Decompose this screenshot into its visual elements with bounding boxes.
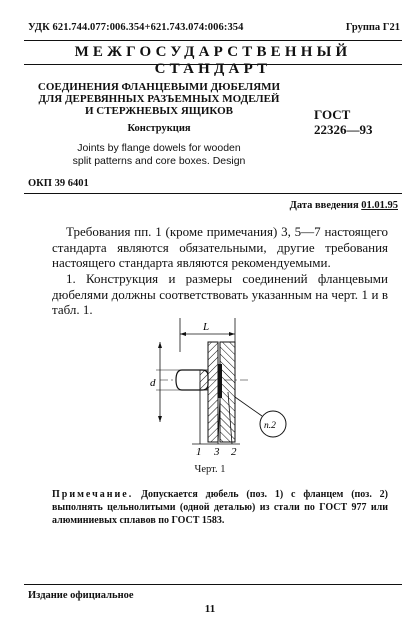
pos1-label: 1 <box>196 446 202 458</box>
dim-l-label: L <box>203 321 210 333</box>
note-text: Допускается дюбель (поз. 1) с фланцем (поз. 2) выполнять цельнолитыми (одной деталью) из стали по ГОСТ 977 или алюминиевых сплавов по ГОСТ 1583. <box>52 489 389 526</box>
callout-label: п.2 <box>264 421 276 431</box>
english-title-line-2: split patterns and core boxes. Design <box>72 155 246 167</box>
plate-right <box>220 342 235 442</box>
dim-d-arrow-top <box>158 342 162 348</box>
official-edition: Издание официальное <box>28 590 134 601</box>
english-title <box>24 142 294 168</box>
footer-rule <box>24 584 402 585</box>
title-line-3: И СТЕРЖНЕВЫХ ЯЩИКОВ <box>84 105 234 117</box>
note <box>52 488 388 527</box>
intro-date-value: 01.01.95 <box>361 200 398 211</box>
banner-rule <box>24 64 402 65</box>
paragraph-construction: 1. Конструкция и размеры соединений фланцевыми дюбелями должны соответствовать указанным на черт. 1 и в табл. 1. <box>52 271 388 317</box>
gost-number: 22326—93 <box>314 122 373 137</box>
okp-code: ОКП 39 6401 <box>28 178 89 189</box>
intro-date-label: Дата введения <box>289 200 359 211</box>
udk-code: УДК 621.744.077:006.354+621.743.074:006:354 <box>28 22 244 33</box>
plate-left <box>208 342 218 442</box>
dim-d-label: d <box>150 377 156 389</box>
title-line-1: СОЕДИНЕНИЯ ФЛАНЦЕВЫМИ ДЮБЕЛЯМИ <box>37 81 281 93</box>
english-title-line-1: Joints by flange dowels for wooden <box>77 142 241 154</box>
note-label: Примечание. <box>52 489 134 500</box>
group-code: Группа Г21 <box>345 22 400 33</box>
callout-leader <box>235 397 262 416</box>
paragraph-requirements: Требования пп. 1 (кроме примечания) 3, 5—7 настоящего стандарта являются обязательными, другие требования настоящего стандарта являются рекомендуемыми. <box>52 224 388 270</box>
document-title <box>24 81 294 117</box>
page-number: 11 <box>204 603 216 615</box>
figure-caption: Черт. 1 <box>194 464 226 475</box>
pos3-label: 3 <box>214 446 220 458</box>
dim-l-arrow-right <box>229 332 235 336</box>
title-line-2: ДЛЯ ДЕРЕВЯННЫХ РАЗЪЕМНЫХ МОДЕЛЕЙ <box>38 93 280 105</box>
dim-d-arrow-bottom <box>158 416 162 422</box>
dowel-joint-drawing <box>100 312 320 462</box>
flange <box>218 364 222 398</box>
top-rule <box>24 40 402 41</box>
intro-date <box>290 200 398 211</box>
document-subtitle: Конструкция <box>127 123 191 134</box>
pos2-label: 2 <box>231 446 237 458</box>
standard-banner: МЕЖГОСУДАРСТВЕННЫЙ СТАНДАРТ <box>74 44 352 77</box>
okp-rule <box>24 193 402 194</box>
gost-label: ГОСТ <box>314 107 351 122</box>
dowel-body <box>200 370 208 390</box>
dim-l-arrow-left <box>180 332 186 336</box>
